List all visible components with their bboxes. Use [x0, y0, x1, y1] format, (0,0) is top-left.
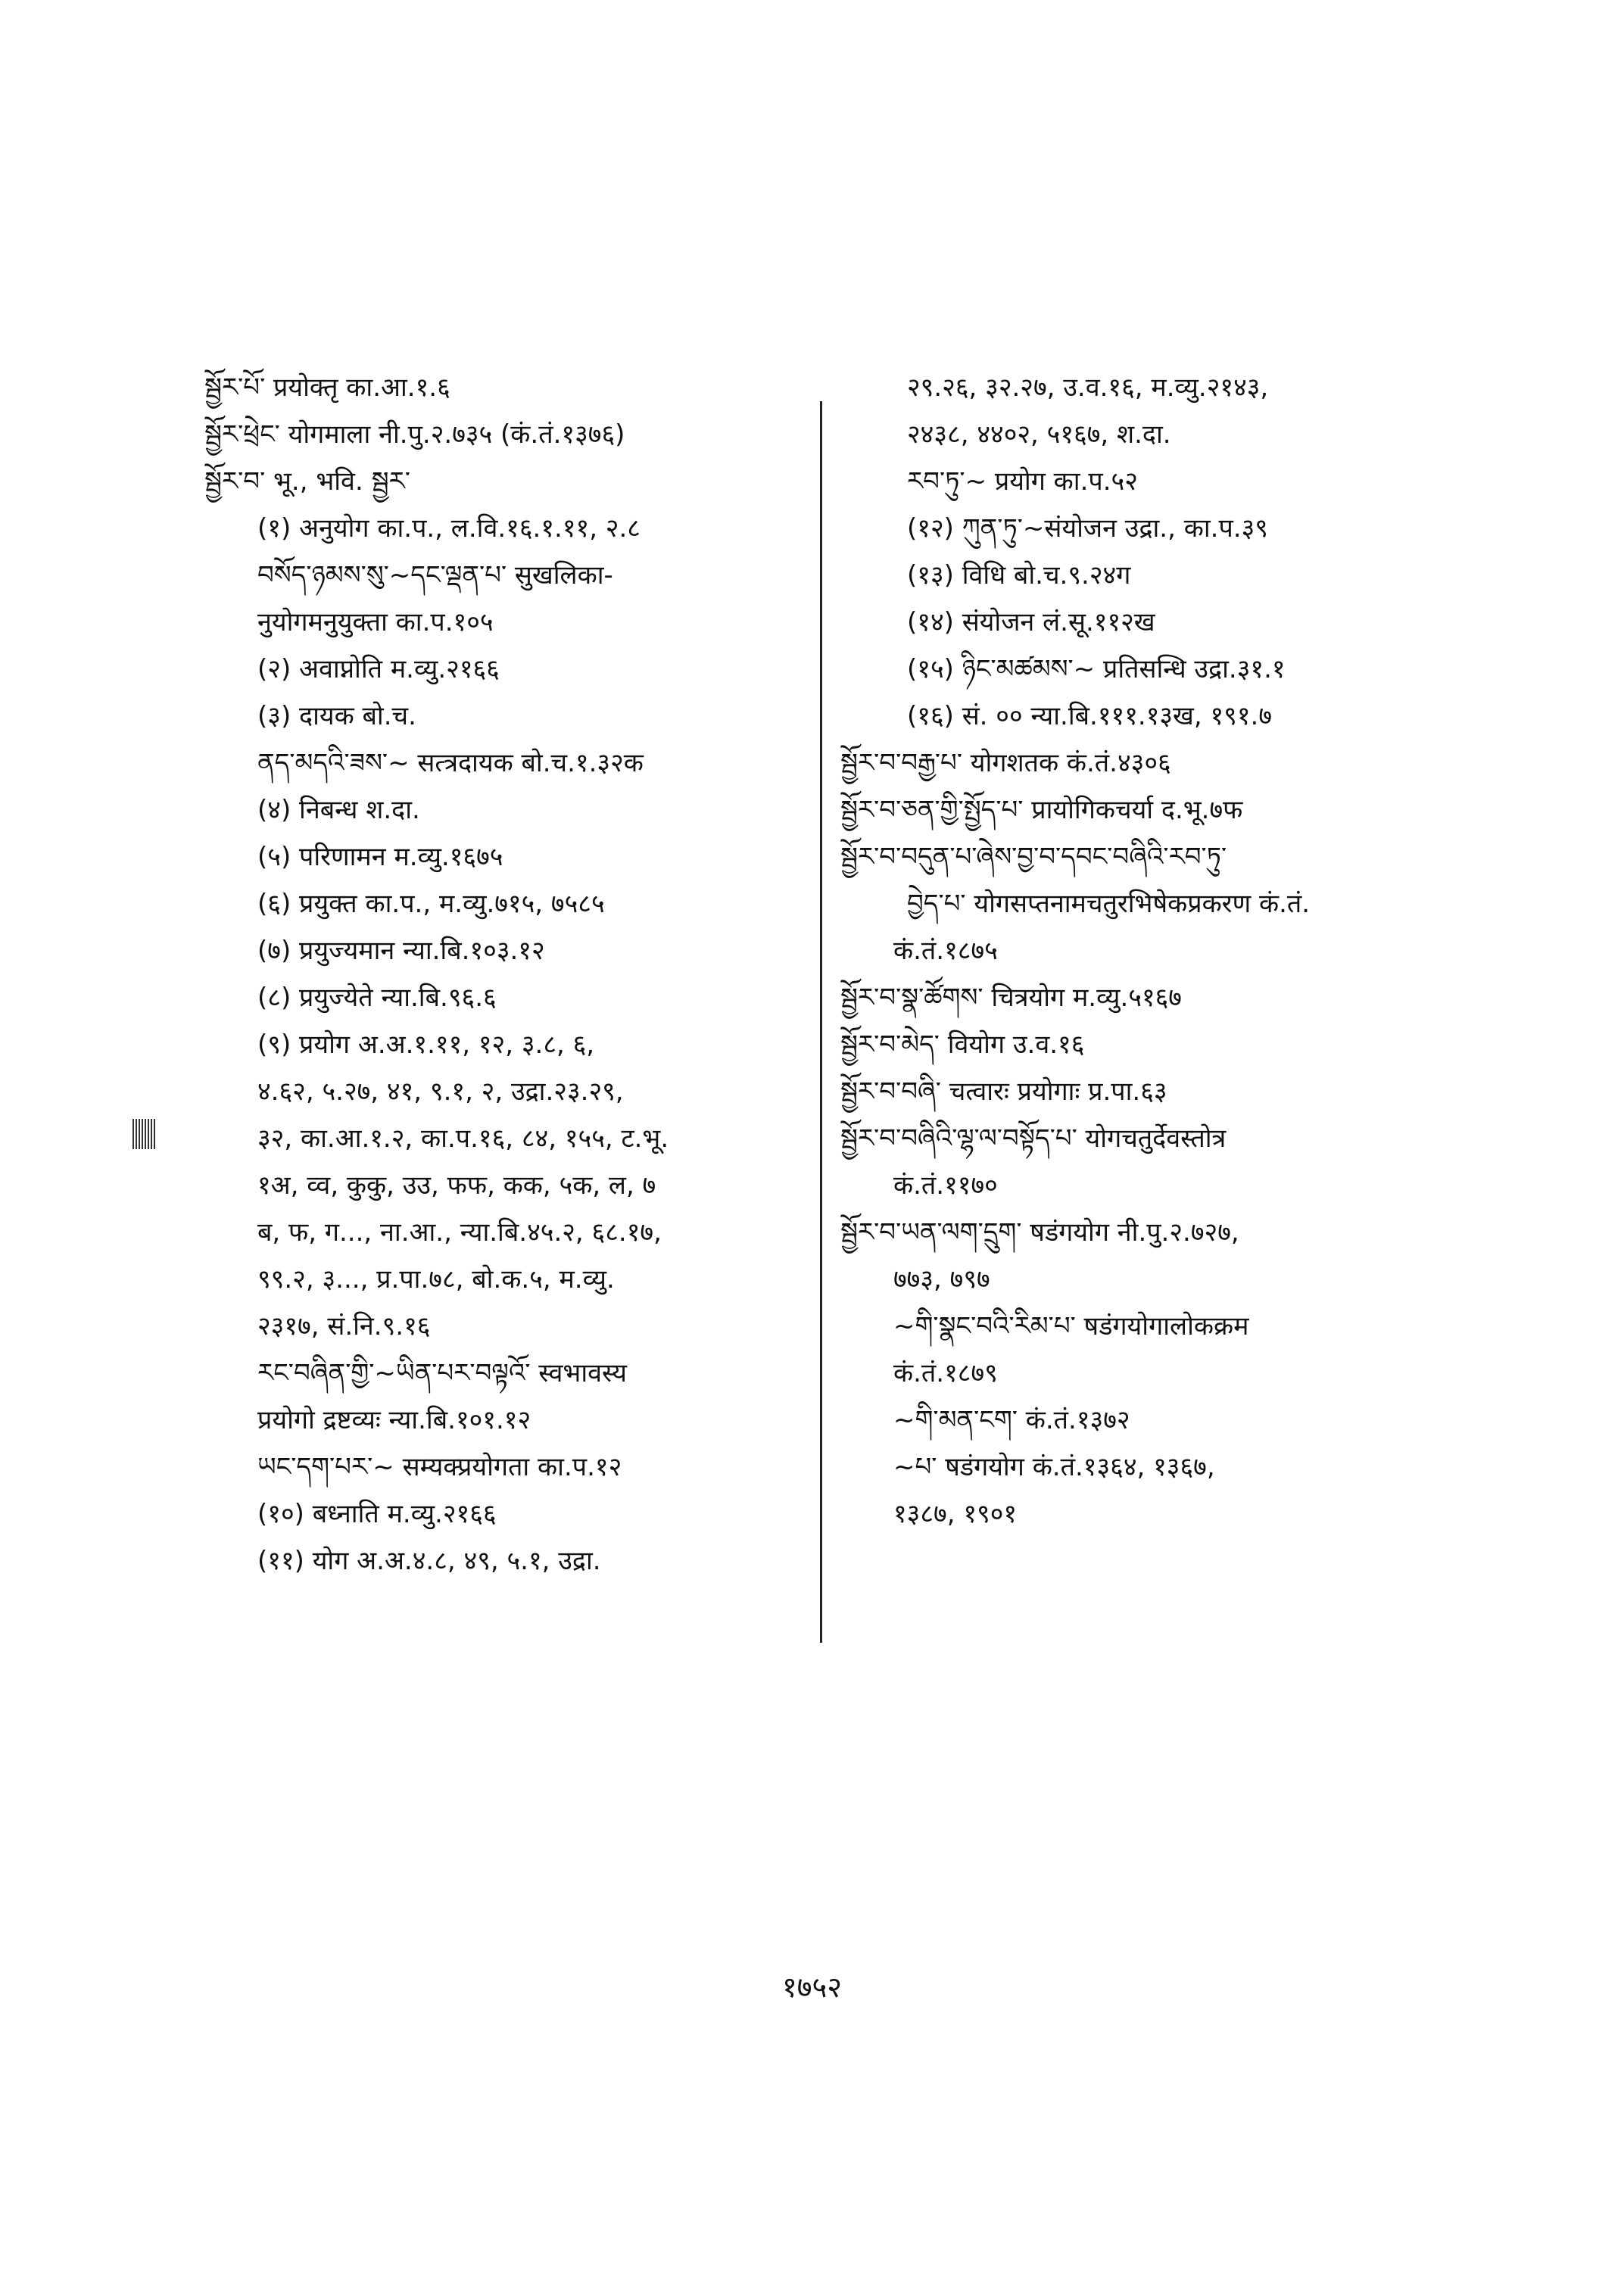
dictionary-line: སྦྱོར་བ་སྣ་ཚོགས་ चित्रयोग म.व्यु.५१६७	[840, 983, 1182, 1013]
dictionary-line: བསོད་ཉམས་སུ་~དང་ལྡན་པ་ सुखलिका-	[257, 560, 613, 590]
dictionary-line: སྦྱོར་བ་ཅན་གྱི་སྤྱོད་པ་ प्रायोगिकचर्या द.भू.७फ	[840, 795, 1243, 825]
dictionary-line: ४.६२, ५.२७, ४१, ९.१, २, उद्रा.२३.२९,	[257, 1076, 624, 1107]
dictionary-line: སྦྱོར་བ་མེད་ वियोग उ.व.१६	[840, 1030, 1085, 1060]
dictionary-line: १अ, व्व, कुकु, उउ, फफ, कक, ५क, ल, ७	[257, 1170, 656, 1201]
dictionary-line: སྦྱོར་བ་ भू., भवि. སྦྱར་	[204, 466, 410, 497]
dictionary-line: नुयोगमनुयुक्ता का.प.१०५	[257, 607, 494, 637]
dictionary-line: (५) परिणामन म.व्यु.१६७५	[257, 842, 503, 872]
dictionary-line: (८) प्रयुज्येते न्या.बि.९६.६	[257, 983, 497, 1013]
dictionary-line: (१५) ཉིང་མཚམས་~ प्रतिसन्धि उद्रा.३१.१	[907, 654, 1286, 684]
dictionary-line: (१२) ཀུན་ཏུ་~संयोजन उद्रा., का.प.३९	[907, 513, 1268, 544]
dictionary-line: སྦྱོར་བ་བརྒྱ་པ་ योगशतक कं.तं.४३०६	[840, 748, 1171, 778]
dictionary-line: (४) निबन्ध श.दा.	[257, 795, 420, 825]
dictionary-line: २४३८, ४४०२, ५१६७, श.दा.	[907, 419, 1171, 450]
column-divider	[820, 401, 822, 1643]
dictionary-line: प्रयोगो द्रष्टव्यः न्या.बि.१०१.१२	[257, 1405, 531, 1435]
dictionary-line: (११) योग अ.अ.४.८, ४९, ५.१, उद्रा.	[257, 1546, 601, 1576]
dictionary-line: (२) अवाप्नोति म.व्यु.२१६६	[257, 654, 500, 684]
dictionary-line: २३१७, सं.नि.९.१६	[257, 1311, 431, 1341]
dictionary-line: (७) प्रयुज्यमान न्या.बि.१०३.१२	[257, 936, 545, 966]
margin-mark	[132, 1119, 155, 1149]
dictionary-line: (१) अनुयोग का.प., ल.वि.१६.१.११, २.८	[257, 513, 641, 544]
dictionary-line: (१०) बध्नाति म.व्यु.२१६६	[257, 1499, 497, 1529]
dictionary-line: (१३) विधि बो.च.९.२४ग	[907, 560, 1131, 590]
dictionary-line: ब, फ, ग..., ना.आ., न्या.बि.४५.२, ६८.१७,	[257, 1217, 662, 1248]
dictionary-line: ~པ་ षडंगयोग कं.तं.१३६४, १३६७,	[893, 1452, 1215, 1482]
dictionary-line: རབ་ཏུ་~ प्रयोग का.प.५२	[907, 466, 1138, 497]
dictionary-line: ९९.२, ३..., प्र.पा.७८, बो.क.५, म.व्यु.	[257, 1264, 615, 1294]
dictionary-line: སྦྱོར་པོ་ प्रयोक्तृ का.आ.१.६	[204, 372, 450, 403]
dictionary-line: ७७३, ७९७	[893, 1264, 990, 1294]
dictionary-line: སྦྱོར་བ་བཞིའི་ལྷ་ལ་བསྟོད་པ་ योगचतुर्देवस्तोत्र	[840, 1123, 1227, 1154]
dictionary-line: སྦྱོར་བ་བདུན་པ་ཞེས་བྱ་བ་དབང་བཞིའི་རབ་ཏུ་	[840, 842, 1227, 872]
dictionary-line: ३२, का.आ.१.२, का.प.१६, ८४, १५५, ट.भू.	[257, 1123, 669, 1154]
dictionary-line: ~གི་མན་ངག་ कं.तं.१३७२	[893, 1405, 1130, 1435]
dictionary-line: (९) प्रयोग अ.अ.१.११, १२, ३.८, ६,	[257, 1030, 595, 1060]
dictionary-line: (१४) संयोजन लं.सू.११२ख	[907, 607, 1155, 637]
dictionary-line: (१६) सं. ०० न्या.बि.१११.१३ख, १९१.७	[907, 701, 1273, 731]
dictionary-line: कं.तं.१८७५	[893, 936, 998, 966]
dictionary-line: (३) दायक बो.च.	[257, 701, 416, 731]
dictionary-line: སྦྱོར་ཕྲེང་ योगमाला नी.पु.२.७३५ (कं.तं.१३७६)	[204, 419, 625, 450]
dictionary-line: कं.तं.१८७९	[893, 1358, 998, 1388]
dictionary-line: རང་བཞིན་གྱི་~ཡིན་པར་བལྟའོ་ स्वभावस्य	[257, 1358, 627, 1388]
dictionary-line: ~གི་སྣང་བའི་རིམ་པ་ षडंगयोगालोकक्रम	[893, 1311, 1249, 1341]
dictionary-line: སྦྱོར་བ་བཞི་ चत्वारः प्रयोगाः प्र.पा.६३	[840, 1076, 1167, 1107]
dictionary-line: कं.तं.११७०	[893, 1170, 998, 1201]
dictionary-line: བྱེད་པ་ योगसप्तनामचतुरभिषेकप्रकरण कं.तं.	[907, 889, 1311, 919]
left-column	[204, 371, 810, 1591]
dictionary-line: ནད་མདའི་ཟས་~ सत्त्रदायक बो.च.१.३२क	[257, 748, 644, 778]
dictionary-line: (६) प्रयुक्त का.प., म.व्यु.७१५, ७५८५	[257, 889, 605, 919]
page-number: १७५२	[781, 1971, 843, 2004]
dictionary-line: २९.२६, ३२.२७, उ.व.१६, म.व्यु.२१४३,	[907, 372, 1269, 403]
dictionary-line: ཡང་དག་པར་~ सम्यक्प्रयोगता का.प.१२	[257, 1452, 622, 1482]
dictionary-line: སྦྱོར་བ་ཡན་ལག་དྲུག་ षडंगयोग नी.पु.२.७२७,	[840, 1217, 1239, 1248]
dictionary-line: १३८७, १९०१	[893, 1499, 1018, 1529]
right-column	[840, 371, 1461, 1544]
